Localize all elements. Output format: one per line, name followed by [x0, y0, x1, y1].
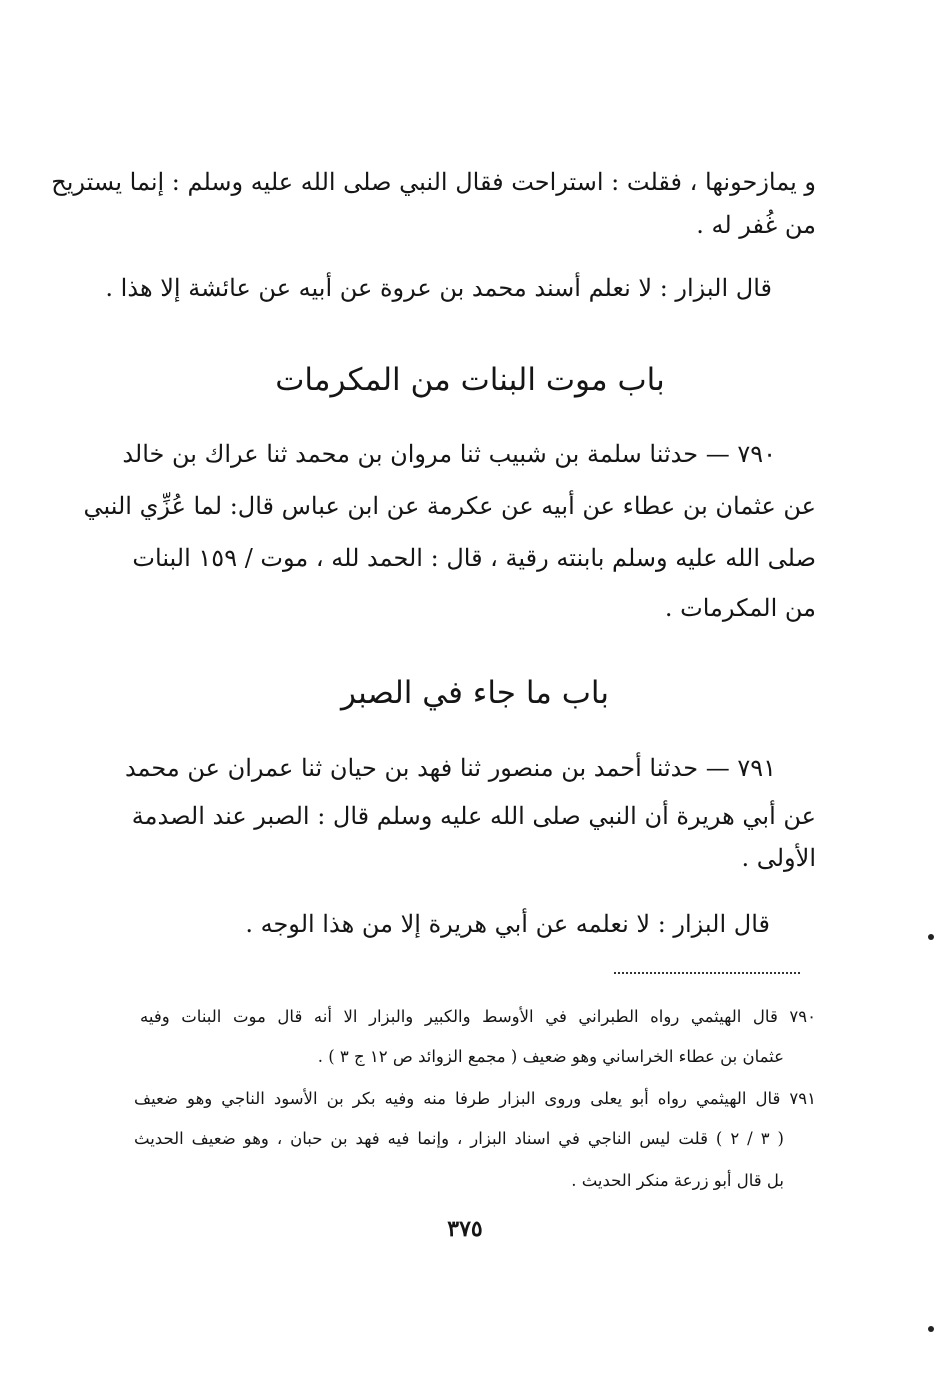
hadith-line: ٧٩١ — حدثنا أحمد بن منصور ثنا فهد بن حيان ثنا عمران عن محمد: [124, 754, 776, 782]
hadith-line: ٧٩٠ — حدثنا سلمة بن شبيب ثنا مروان بن محمد ثنا عراك بن خالد: [122, 440, 776, 468]
bazzar-comment: قال البزار : لا نعلم أسند محمد بن عروة عن أبيه عن عائشة إلا هذا .: [105, 274, 772, 302]
section-heading: باب موت البنات من المكرمات: [275, 362, 665, 398]
scan-speck: [928, 934, 934, 940]
scan-speck: [928, 1326, 934, 1332]
footnote-separator: [614, 972, 800, 974]
hadith-line: الأولى .: [741, 844, 816, 872]
page-number: ٣٧٥: [447, 1216, 483, 1242]
hadith-line: عن عثمان بن عطاء عن أبيه عن عكرمة عن ابن عباس قال: لما عُزِّي النبي: [83, 492, 816, 520]
footnote-line: عثمان بن عطاء الخراساني وهو ضعيف ( مجمع الزوائد ص ١٢ ج ٣ ) .: [317, 1047, 784, 1066]
footnote-line: بل قال أبو زرعة منكر الحديث .: [571, 1171, 784, 1190]
section-heading: باب ما جاء في الصبر: [341, 675, 609, 711]
bazzar-comment: قال البزار : لا نعلمه عن أبي هريرة إلا من هذا الوجه .: [245, 910, 770, 938]
hadith-line: عن أبي هريرة أن النبي صلى الله عليه وسلم قال : الصبر عند الصدمة: [131, 802, 816, 830]
hadith-line: من المكرمات .: [664, 594, 816, 622]
footnote-line: ٧٩٠ قال الهيثمي رواه الطبراني في الأوسط والكبير والبزار الا أنه قال موت البنات وفيه: [140, 1007, 816, 1026]
footnote-line: ( ٣ / ٢ ) قلت ليس الناجي في اسناد البزار ، وإنما فيه فهد بن حبان ، وهو ضعيف الحديث: [134, 1129, 784, 1148]
paragraph-line: من غُفر له .: [696, 211, 816, 239]
hadith-line: صلى الله عليه وسلم بابنته رقية ، قال : الحمد لله ، موت / ١٥٩ البنات: [132, 544, 816, 572]
paragraph-line: و يمازحونها ، فقلت : استراحت فقال النبي صلى الله عليه وسلم : إنما يستريح: [51, 168, 816, 196]
footnote-line: ٧٩١ قال الهيثمي رواه أبو يعلى وروى البزار طرفا منه وفيه بكر بن الأسود الناجي وهو ضعيف: [134, 1089, 816, 1108]
